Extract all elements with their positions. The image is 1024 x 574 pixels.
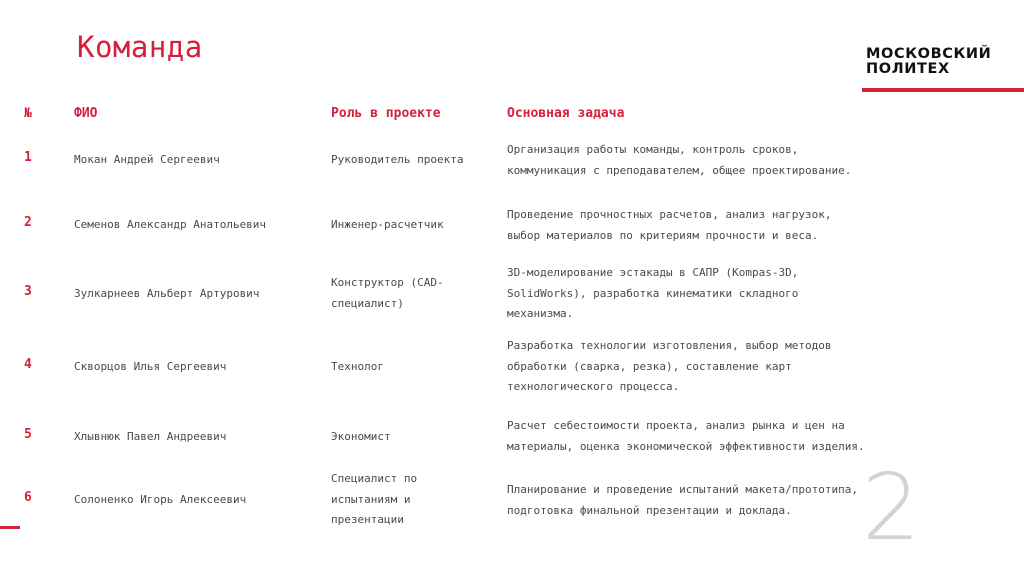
- member-name: Мокан Андрей Сергеевич: [74, 153, 220, 166]
- header-task: Основная задача: [507, 106, 625, 121]
- task-line: SolidWorks), разработка кинематики складного: [507, 286, 799, 300]
- task-line: Организация работы команды, контроль сроков,: [507, 143, 799, 156]
- row-number: 4: [24, 357, 32, 372]
- role-line: Технолог: [331, 360, 384, 373]
- row-number: 5: [24, 427, 32, 442]
- page-title: Команда: [77, 30, 203, 64]
- header-num: №: [24, 106, 32, 121]
- task-line: Проведение прочностных расчетов, анализ нагрузок,: [507, 208, 832, 221]
- member-task: [507, 140, 907, 181]
- task-line: технологического процесса.: [507, 380, 680, 393]
- member-task: [507, 416, 907, 457]
- header-role: Роль в проекте: [331, 106, 441, 121]
- logo-line-2: ПОЛИТЕХ: [866, 61, 950, 77]
- member-role: [331, 427, 481, 448]
- brand-logo: [866, 47, 991, 77]
- member-name: Солоненко Игорь Алексеевич: [74, 493, 247, 506]
- role-line: Экономист: [331, 430, 391, 443]
- role-line: Конструктор (CAD-: [331, 276, 444, 289]
- role-line: презентации: [331, 513, 404, 526]
- role-line: Руководитель проекта: [331, 153, 464, 166]
- task-line: Расчет себестоимости проекта, анализ рынка и цен на: [507, 419, 845, 432]
- member-task: [507, 480, 907, 521]
- row-number: 2: [24, 215, 32, 230]
- member-name: Зулкарнеев Альберт Артурович: [74, 287, 260, 300]
- task-line: коммуникация с преподавателем, общее проектирование.: [507, 163, 852, 177]
- task-line: материалы, оценка экономической эффективности изделия.: [507, 439, 865, 453]
- member-role: [331, 215, 481, 236]
- member-role: [331, 273, 481, 314]
- task-line: подготовка финальной презентации и доклада.: [507, 503, 792, 517]
- row-number: 1: [24, 150, 32, 165]
- member-name: Хлывнюк Павел Андреевич: [74, 430, 227, 443]
- member-task: [507, 205, 907, 246]
- task-line: обработки (сварка, резка), составление карт: [507, 359, 792, 373]
- role-line: Инженер-расчетчик: [331, 218, 444, 231]
- task-line: механизма.: [507, 307, 574, 320]
- member-role: [331, 150, 481, 171]
- row-number: 6: [24, 490, 32, 505]
- logo-line-1: МОСКОВСКИЙ: [866, 46, 992, 62]
- task-line: Разработка технологии изготовления, выбор методов: [507, 339, 832, 352]
- task-line: 3D-моделирование эстакады в САПР (Kompas-3D,: [507, 266, 799, 279]
- member-role: [331, 357, 481, 378]
- member-task: [507, 336, 907, 398]
- member-name: Скворцов Илья Сергеевич: [74, 360, 227, 373]
- role-line: специалист): [331, 296, 404, 310]
- task-line: выбор материалов по критериям прочности и веса.: [507, 228, 819, 242]
- slide-number: 2: [862, 454, 921, 561]
- task-line: Планирование и проведение испытаний макета/прототипа,: [507, 483, 858, 496]
- logo-underline: [862, 88, 1024, 92]
- member-task: [507, 263, 907, 325]
- role-line: испытаниям и: [331, 492, 411, 506]
- left-accent-bar: [0, 526, 20, 529]
- role-line: Специалист по: [331, 472, 418, 485]
- member-role: [331, 469, 481, 531]
- row-number: 3: [24, 284, 32, 299]
- header-name: ФИО: [74, 106, 98, 121]
- member-name: Семенов Александр Анатольевич: [74, 218, 267, 231]
